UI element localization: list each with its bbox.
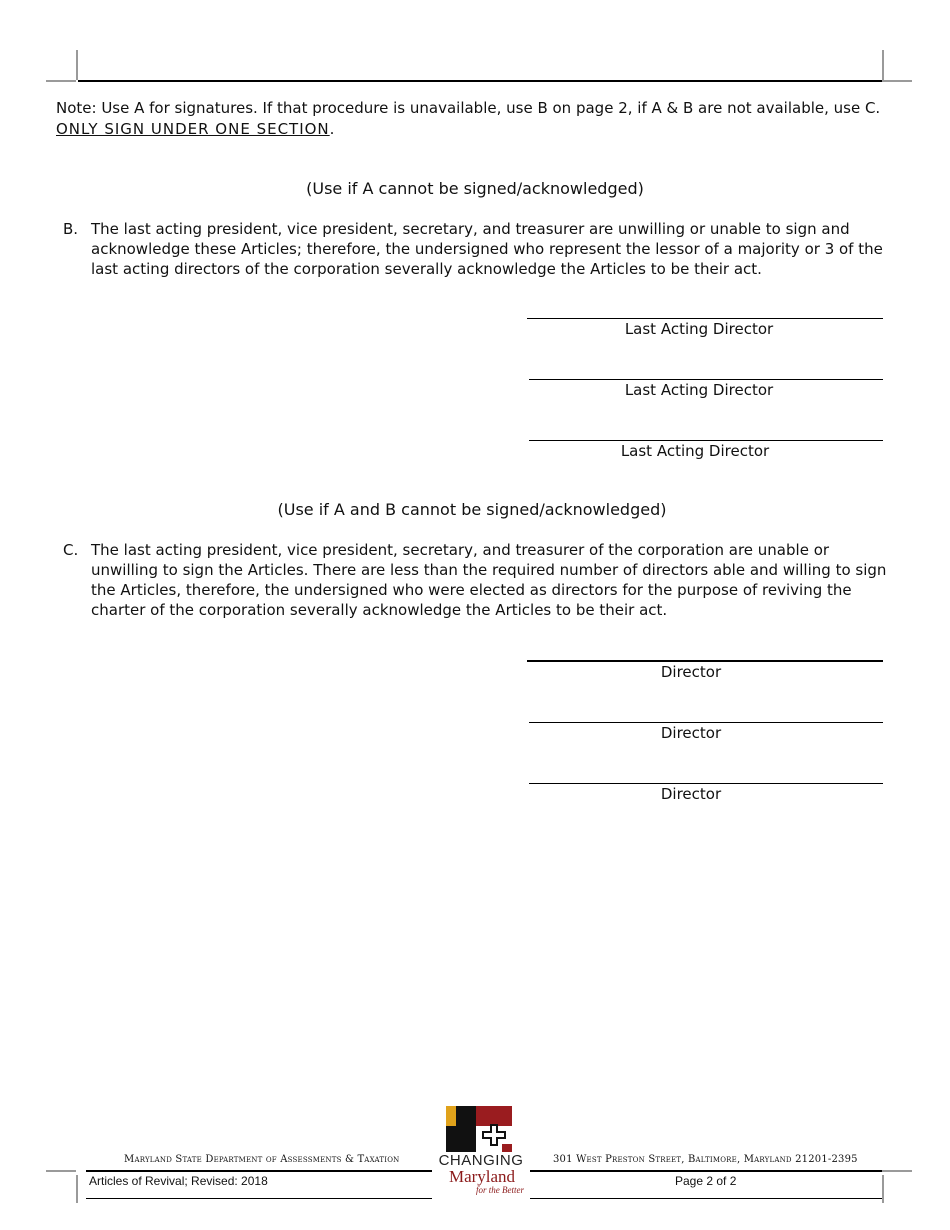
signature-label: Last Acting Director [624, 320, 774, 338]
instruction-note [56, 98, 906, 140]
footer-page-number: Page 2 of 2 [675, 1174, 737, 1188]
signature-line[interactable] [529, 440, 883, 441]
signature-line[interactable] [527, 318, 883, 319]
footer-address: 301 West Preston Street, Baltimore, Maryland 21201-2395 [553, 1154, 858, 1165]
footer-agency: Maryland State Department of Assessments & Taxation [124, 1154, 400, 1165]
section-c-letter: C. [63, 541, 79, 559]
crop-mark [46, 1170, 76, 1172]
section-c-text: The last acting president, vice president, secretary, and treasurer of the corporation are unable or unwilling to sign the Articles. There are less than the required number of directors able and willing to sign the Articles, therefore, the undersigned who were elected as directors for the purpose of reviving the charter of the corporation severally acknowledge the Articles to be their act. [91, 541, 887, 619]
signature-label: Director [660, 663, 722, 681]
signature-line[interactable] [529, 783, 883, 784]
crop-mark [76, 1175, 78, 1203]
note-text: Note: Use A for signatures. If that procedure is unavailable, use B on page 2, if A & B are not available, use C. [56, 99, 881, 117]
signature-label: Last Acting Director [624, 381, 774, 399]
section-b-letter: B. [63, 220, 79, 238]
crop-mark [46, 80, 76, 82]
note-underlined: ONLY SIGN UNDER ONE SECTION [56, 120, 330, 138]
crop-mark [882, 80, 912, 82]
section-b-heading: (Use if A cannot be signed/acknowledged) [306, 179, 644, 198]
footer-rule-top-right [530, 1170, 882, 1172]
crop-mark [76, 50, 78, 80]
crop-mark [882, 1170, 912, 1172]
changing-maryland-logo [446, 1106, 512, 1152]
section-b-text: The last acting president, vice president, secretary, and treasurer are unwilling or unable to sign and acknowledge these Articles; therefore, the undersigned who represent the lessor of a majority or 3 of the last acting directors of the corporation severally acknowledge the Articles to be their act. [91, 220, 883, 278]
footer-rule-bottom-right [530, 1198, 882, 1199]
crop-mark [882, 1175, 884, 1203]
logo-text-maryland: Maryland [448, 1167, 516, 1186]
maryland-flag-icon [446, 1106, 512, 1152]
logo-text-changing: CHANGING [438, 1152, 524, 1169]
signature-label: Director [660, 724, 722, 742]
crop-mark [882, 50, 884, 80]
signature-line[interactable] [527, 660, 883, 662]
header-rule [78, 80, 882, 82]
logo-text-tagline: for the Better [476, 1185, 524, 1195]
section-b-paragraph [63, 219, 893, 279]
section-c-paragraph [63, 540, 893, 620]
signature-line[interactable] [529, 722, 883, 723]
signature-label: Last Acting Director [620, 442, 770, 460]
note-trailing: . [329, 120, 335, 138]
footer-rule-top-left [86, 1170, 432, 1172]
section-c-heading: (Use if A and B cannot be signed/acknowledged) [277, 500, 667, 519]
signature-label: Director [660, 785, 722, 803]
footer-form-id: Articles of Revival; Revised: 2018 [89, 1174, 268, 1188]
footer-rule-bottom-left [86, 1198, 432, 1199]
signature-line[interactable] [529, 379, 883, 380]
